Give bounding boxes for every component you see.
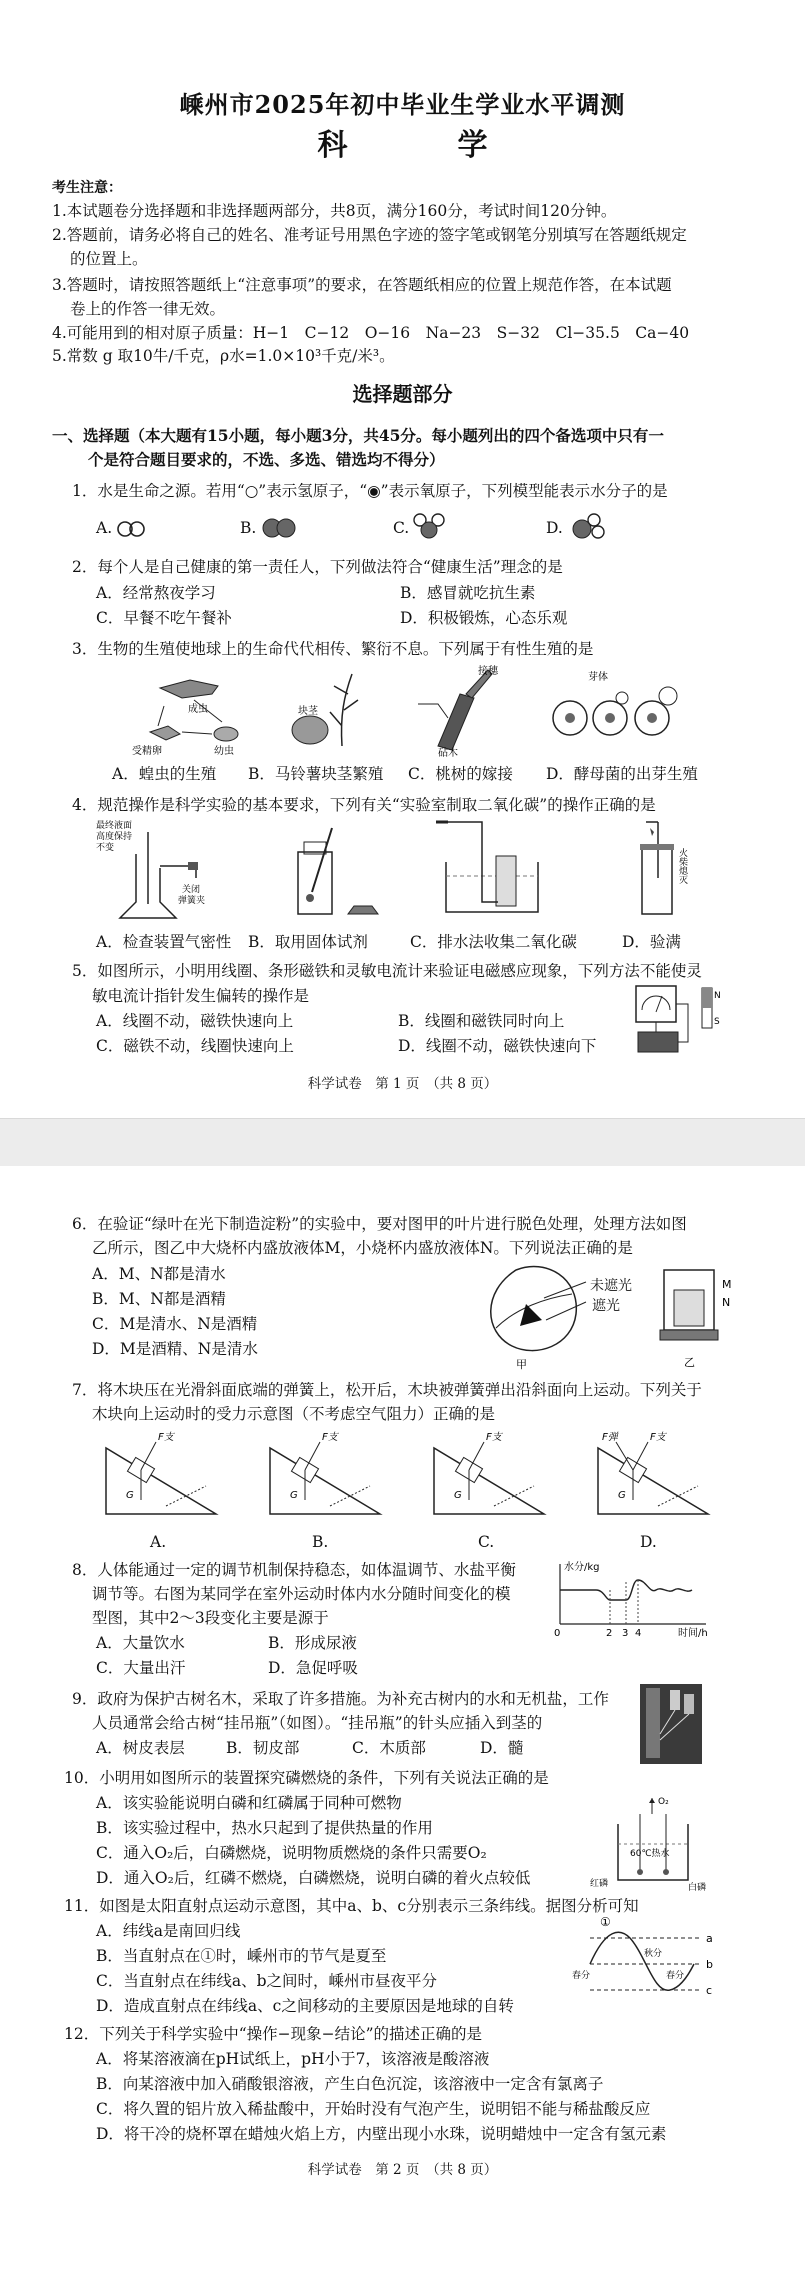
q6-fig-jia-label: 甲 xyxy=(516,1358,527,1371)
q11-fig-autumn-label: 秋分 xyxy=(644,1949,663,1959)
q1-model-d-icon xyxy=(568,512,608,540)
q5-stem-line1: 5．如图所示，小明用线圈、条形磁铁和灵敏电流计来验证电磁感应现象，下列方法不能使灵 xyxy=(72,962,702,980)
q3-option-d: D．酵母菌的出芽生殖 xyxy=(546,765,698,783)
q8-stem-line1: 8．人体能通过一定的调节机制保持稳态，如体温调节、水盐平衡 xyxy=(72,1561,516,1579)
q6-stem-line2: 乙所示，图乙中大烧杯内盛放液体M，小烧杯内盛放液体N。下列说法正确的是 xyxy=(92,1239,633,1257)
q8-stem-line2: 调节等。右图为某同学在室外运动时体内水分随时间变化的模 xyxy=(92,1585,511,1603)
q3-option-b: B．马铃薯块茎繁殖 xyxy=(248,765,384,783)
q4-option-a: A．检查装置气密性 xyxy=(96,933,232,951)
q3-locust-lifecycle-figure xyxy=(130,666,260,756)
q3-fig-bud-label: 芽体 xyxy=(588,672,608,683)
q7-force-diagram-a xyxy=(96,1428,226,1528)
q8-fig-t2: 2 xyxy=(606,1628,613,1639)
exam-page-1 xyxy=(0,0,805,1118)
q6-stem-line1: 6．在验证“绿叶在光下制造淀粉”的实验中，要对图甲的叶片进行脱色处理，处理方法如图 xyxy=(72,1215,687,1233)
page1-footer: 科学试卷 第 1 页 （共 8 页） xyxy=(307,1076,498,1092)
q7d-g-label: G xyxy=(618,1490,626,1501)
q6-fig-unshaded-label: 未遮光 xyxy=(590,1278,632,1294)
q1-stem: 1．水是生命之源。若用“○”表示氢原子，“◉”表示氧原子，下列模型能表示水分子的是 xyxy=(72,482,668,500)
q8-fig-t3: 3 xyxy=(622,1628,629,1639)
q11-fig-b-label: b xyxy=(706,1958,713,1971)
q5-option-d: D．线圈不动，磁铁快速向下 xyxy=(398,1037,597,1055)
q12-option-b: B．向某溶液中加入硝酸银溶液，产生白色沉淀，该溶液中一定含有氯离子 xyxy=(96,2075,604,2093)
q4-fig-height-label: 高度保持 xyxy=(96,832,133,842)
q2-option-d: D．积极锻炼，心态乐观 xyxy=(400,609,568,627)
q8-fig-t4: 4 xyxy=(635,1628,642,1639)
q4-option-b: B．取用固体试剂 xyxy=(248,933,368,951)
q12-stem: 12．下列关于科学实验中“操作−现象−结论”的描述正确的是 xyxy=(64,2025,483,2043)
page2-footer: 科学试卷 第 2 页 （共 8 页） xyxy=(307,2162,498,2178)
q1-option-a: A. xyxy=(96,519,113,537)
q6-leaf-figure xyxy=(476,1258,606,1370)
q8-fig-xlabel: 时间/h xyxy=(678,1628,708,1639)
q6-option-a: A．M、N都是清水 xyxy=(92,1265,226,1283)
q4-option-d: D．验满 xyxy=(622,933,681,951)
q6-beaker-figure xyxy=(656,1258,740,1370)
q10-fig-o2-label: O₂ xyxy=(658,1797,669,1807)
q9-option-d: D．髓 xyxy=(480,1739,524,1757)
q4-airtight-check-figure xyxy=(96,818,226,922)
q4-fig-close-label: 关闭 xyxy=(182,885,201,895)
q2-option-c: C．早餐不吃午餐补 xyxy=(96,609,232,627)
q11-fig-a-label: a xyxy=(706,1932,713,1945)
q4-fig-clamp-label: 弹簧夹 xyxy=(178,896,206,906)
q6-option-c: C．M是清水、N是酒精 xyxy=(92,1315,258,1333)
q1-model-b-icon xyxy=(262,516,302,540)
q7b-f-label: F支 xyxy=(322,1432,338,1443)
q9-option-a: A．树皮表层 xyxy=(96,1739,185,1757)
q7-option-c: C. xyxy=(478,1533,495,1551)
q5-induction-apparatus-figure xyxy=(632,980,724,1056)
exam-title: 嵊州市2025年初中毕业生学业水平调测 xyxy=(179,90,626,119)
q4-option-c: C．排水法收集二氧化碳 xyxy=(410,933,577,951)
q11-option-d: D．造成直射点在纬线a、c之间移动的主要原因是地球的自转 xyxy=(96,1997,514,2015)
q6-fig-m-label: M xyxy=(722,1278,732,1291)
q7-stem-line2: 木块向上运动时的受力示意图（不考虑空气阻力）正确的是 xyxy=(92,1405,496,1423)
q11-fig-c-label: c xyxy=(706,1984,713,1997)
q1-option-b: B. xyxy=(240,519,257,537)
q10-option-c: C．通入O₂后，白磷燃烧，说明物质燃烧的条件只需要O₂ xyxy=(96,1844,487,1862)
q7-option-b: B. xyxy=(312,1533,329,1551)
q7b-g-label: G xyxy=(290,1490,298,1501)
q5-fig-n-label: N xyxy=(714,991,721,1001)
q1-model-c-icon xyxy=(412,512,452,540)
q9-tree-drip-photo xyxy=(640,1684,702,1764)
q8-option-c: C．大量出汗 xyxy=(96,1659,186,1677)
q7a-f-label: F支 xyxy=(158,1432,174,1443)
q5-option-c: C．磁铁不动，线圈快速向上 xyxy=(96,1037,294,1055)
part1-heading: 一、选择题（本大题有15小题，每小题3分，共45分。每小题列出的四个备选项中只有一 xyxy=(52,426,664,445)
q11-fig-1-label: ① xyxy=(600,1915,611,1929)
q7-stem-line1: 7．将木块压在光滑斜面底端的弹簧上，松开后，木块被弹簧弹出沿斜面向上运动。下列关于 xyxy=(72,1381,702,1399)
q10-phosphorus-apparatus-figure xyxy=(588,1794,718,1893)
q3-grafting-figure xyxy=(408,664,508,759)
q8-option-b: B．形成尿液 xyxy=(268,1634,357,1652)
q12-option-d: D．将干冷的烧杯罩在蜡烛火焰上方，内壁出现小水珠，说明蜡烛中一定含有氢元素 xyxy=(96,2125,667,2143)
q2-option-a: A．经常熬夜学习 xyxy=(96,584,216,602)
q9-stem-line2: 人员通常会给古树“挂吊瓶”（如图）。“挂吊瓶”的针头应插入到茎的 xyxy=(92,1714,543,1732)
q4-fig-stable-label: 不变 xyxy=(96,843,115,853)
q7d-fn-label: F支 xyxy=(650,1432,666,1443)
q11-option-b: B．当直射点在①时，嵊州市的节气是夏至 xyxy=(96,1947,387,1965)
q7-option-a: A. xyxy=(150,1533,167,1551)
q6-option-b: B．M、N都是酒精 xyxy=(92,1290,226,1308)
q4-fig-level-label: 最终液面 xyxy=(96,821,133,831)
q3-yeast-budding-figure xyxy=(548,668,688,748)
notice-2: 2.答题前，请务必将自己的姓名、准考证号用黑色字迹的签字笔或钢笔分别填写在答题纸规定 xyxy=(52,226,687,244)
q7c-g-label: G xyxy=(454,1490,462,1501)
q3-stem: 3．生物的生殖使地球上的生命代代相传、繁衍不息。下列属于有性生殖的是 xyxy=(72,640,594,658)
q8-water-curve-figure xyxy=(546,1560,726,1640)
q5-stem-line2: 敏电流计指针发生偏转的操作是 xyxy=(92,987,310,1005)
exam-page-2 xyxy=(0,1166,805,2276)
q1-option-d: D. xyxy=(546,519,563,537)
q10-fig-white-label: 白磷 xyxy=(688,1883,707,1893)
q10-fig-water-label: 60℃热水 xyxy=(630,1849,670,1859)
q4-stem: 4．规范操作是科学实验的基本要求，下列有关“实验室制取二氧化碳”的操作正确的是 xyxy=(72,796,656,814)
q8-fig-t0: 0 xyxy=(554,1628,561,1639)
q5-fig-s-label: S xyxy=(714,1017,720,1027)
q3-fig-nymph-label: 幼虫 xyxy=(214,746,234,757)
q8-fig-ylabel: 水分/kg xyxy=(564,1562,600,1573)
q11-option-c: C．当直射点在纬线a、b之间时，嵊州市昼夜平分 xyxy=(96,1972,438,1990)
q3-option-a: A．蝗虫的生殖 xyxy=(112,765,217,783)
q10-stem: 10．小明用如图所示的装置探究磷燃烧的条件，下列有关说法正确的是 xyxy=(64,1769,549,1787)
q5-option-b: B．线圈和磁铁同时向上 xyxy=(398,1012,565,1030)
q6-fig-yi-label: 乙 xyxy=(684,1356,695,1369)
q3-potato-figure xyxy=(282,666,372,756)
q7-option-d: D. xyxy=(640,1533,657,1551)
notice-5: 5.常数 g 取10牛/千克，ρ水=1.0×10³千克/米³。 xyxy=(52,347,395,365)
q9-option-b: B．韧皮部 xyxy=(226,1739,300,1757)
notice-4: 4.可能用到的相对原子质量：H−1 C−12 O−16 Na−23 S−32 Cl−35.5 Ca−40 xyxy=(52,324,690,342)
q1-model-a-icon xyxy=(116,518,156,540)
q11-sun-path-figure xyxy=(570,1916,720,2006)
q3-fig-egg-label: 受精卵 xyxy=(132,746,162,757)
q8-option-a: A．大量饮水 xyxy=(96,1634,185,1652)
q10-fig-red-label: 红磷 xyxy=(590,1879,609,1889)
notice-title: 考生注意： xyxy=(52,180,122,196)
q7-force-diagram-c xyxy=(424,1428,554,1528)
q10-option-b: B．该实验过程中，热水只起到了提供热量的作用 xyxy=(96,1819,433,1837)
q7a-g-label: G xyxy=(126,1490,134,1501)
q8-option-d: D．急促呼吸 xyxy=(268,1659,358,1677)
q11-fig-spring-label: 春分 xyxy=(572,1971,591,1981)
q6-fig-n-label: N xyxy=(722,1296,731,1309)
q1-option-c: C. xyxy=(393,519,410,537)
q3-fig-tuber-label: 块茎 xyxy=(298,706,318,717)
section-title: 选择题部分 xyxy=(352,382,453,406)
q11-option-a: A．纬线a是南回归线 xyxy=(96,1922,241,1940)
notice-2-cont: 的位置上。 xyxy=(70,250,148,268)
q5-option-a: A．线圈不动，磁铁快速向上 xyxy=(96,1012,294,1030)
q6-fig-shaded-label: 遮光 xyxy=(592,1298,620,1314)
q12-option-c: C．将久置的铝片放入稀盐酸中，开始时没有气泡产生，说明铝不能与稀盐酸反应 xyxy=(96,2100,651,2118)
q2-option-b: B．感冒就吃抗生素 xyxy=(400,584,536,602)
q4-fig-match-label: 火柴熄灭 xyxy=(677,848,687,884)
q9-stem-line1: 9．政府为保护古树名木，采取了许多措施。为补充古树内的水和无机盐，工作 xyxy=(72,1690,609,1708)
q7-force-diagram-d xyxy=(588,1428,718,1528)
q7c-f-label: F支 xyxy=(486,1432,502,1443)
q4-check-full-figure xyxy=(632,818,712,922)
q3-fig-stock-label: 砧木 xyxy=(438,748,458,759)
q10-option-d: D．通入O₂后，红磷不燃烧，白磷燃烧，说明白磷的着火点较低 xyxy=(96,1869,531,1887)
q11-fig-spring2-label: 春分 xyxy=(666,1971,685,1981)
notice-3-cont: 卷上的作答一律无效。 xyxy=(70,300,226,318)
q7-force-diagram-b xyxy=(260,1428,390,1528)
notice-3: 3.答题时，请按照答题纸上“注意事项”的要求，在答题纸相应的位置上规范作答，在本试题 xyxy=(52,276,672,294)
q6-option-d: D．M是酒精、N是清水 xyxy=(92,1340,258,1358)
q9-option-c: C．木质部 xyxy=(352,1739,426,1757)
q3-option-c: C．桃树的嫁接 xyxy=(408,765,513,783)
q7d-f-label: F弹 xyxy=(602,1432,618,1443)
page-gap xyxy=(0,1118,805,1168)
q12-option-a: A．将某溶液滴在pH试纸上，pH小于7，该溶液是酸溶液 xyxy=(96,2050,490,2068)
part1-heading-cont: 个是符合题目要求的，不选、多选、错选均不得分） xyxy=(88,450,445,469)
notice-1: 1.本试题卷分选择题和非选择题两部分，共8页，满分160分，考试时间120分钟。 xyxy=(52,202,617,220)
q11-stem: 11．如图是太阳直射点运动示意图，其中a、b、c分别表示三条纬线。据图分析可知 xyxy=(64,1897,639,1915)
q3-fig-scion-label: 接穗 xyxy=(478,666,498,677)
q4-take-solid-figure xyxy=(292,822,382,922)
q4-water-collection-figure xyxy=(432,816,552,922)
subject-title: 科 学 xyxy=(317,128,528,163)
q8-stem-line3: 型图，其中2～3段变化主要是源于 xyxy=(92,1609,329,1627)
q3-fig-adult-label: 成虫 xyxy=(188,704,208,715)
q10-option-a: A．该实验能说明白磷和红磷属于同种可燃物 xyxy=(96,1794,402,1812)
q2-stem: 2．每个人是自己健康的第一责任人，下列做法符合“健康生活”理念的是 xyxy=(72,558,563,576)
